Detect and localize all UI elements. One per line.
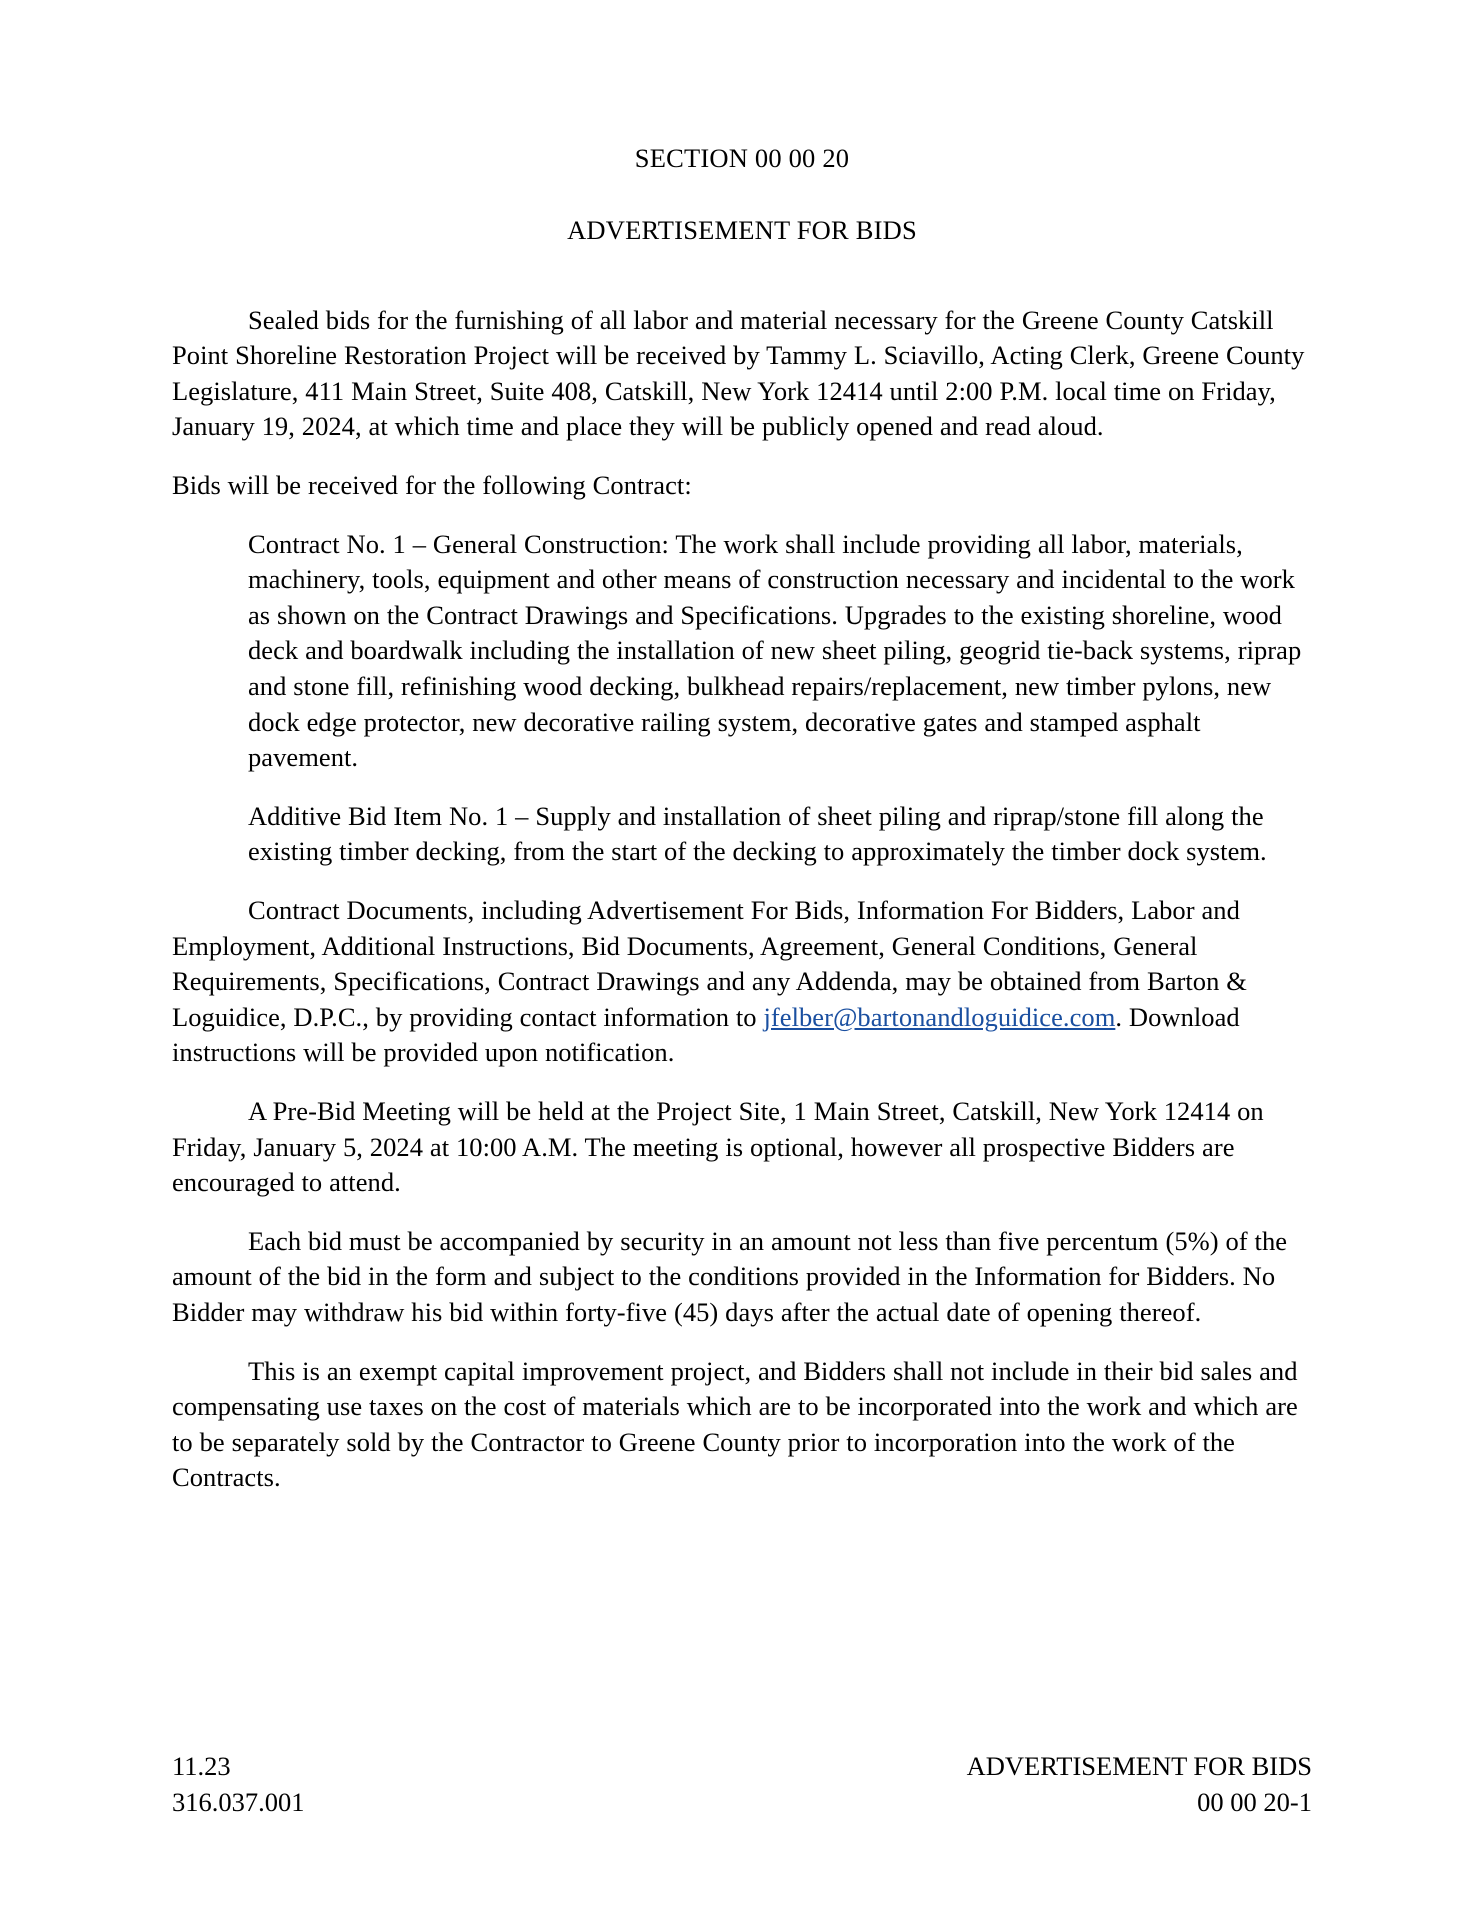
contact-email-link[interactable]: jfelber@bartonandloguidice.com xyxy=(763,1001,1116,1032)
page-title: ADVERTISEMENT FOR BIDS xyxy=(567,215,917,246)
page-footer xyxy=(172,1748,1312,1820)
footer-row-top xyxy=(172,1748,1312,1784)
footer-row-bottom xyxy=(172,1784,1312,1820)
footer-document-title: ADVERTISEMENT FOR BIDS xyxy=(966,1751,1312,1781)
paragraph-bid-security: Each bid must be accompanied by security in an amount not less than five percentum (5%) of the amount of the bid in the form and subject to the conditions provided in the Information for Bidders. No Bidder may withdraw his bid within forty-five (45) days after the actual date of opening thereof. xyxy=(172,1225,1288,1327)
contract-documents-text-before-link: Contract Documents, including Advertisement For Bids, Information For Bidders, Labor and Employment, Additional Instructions, Bid Documents, Agreement, General Conditions, General Requirements, Specifications, Contract Drawings and any Addenda, may be obtained from Barton & Loguidice, D.P.C., by providing contact information to xyxy=(172,894,1247,1032)
contract-documents-text-after-link: . Download instructions will be provided upon notification. xyxy=(172,1001,1240,1068)
paragraph-pre-bid-meeting: A Pre-Bid Meeting will be held at the Project Site, 1 Main Street, Catskill, New York 12414 on Friday, January 5, 2024 at 10:00 A.M. The meeting is optional, however all prospective Bidders are encouraged to attend. xyxy=(172,1095,1264,1198)
paragraph-sealed-bids: Sealed bids for the furnishing of all labor and material necessary for the Greene County Catskill Point Shoreline Restoration Project will be received by Tammy L. Sciavillo, Acting Clerk, Greene County Legislature, 411 Main Street, Suite 408, Catskill, New York 12414 until 2:00 P.M. local time on Friday, January 19, 2024, at which time and place they will be publicly opened and read aloud. xyxy=(172,304,1305,442)
paragraph-tax-exempt: This is an exempt capital improvement project, and Bidders shall not include in their bid sales and compensating use taxes on the cost of materials which are to be incorporated into the work and which are to be separately sold by the Contractor to Greene County prior to incorporation into the work of the Contracts. xyxy=(172,1355,1298,1493)
paragraph-contract-no-1: Contract No. 1 – General Construction: The work shall include providing all labor, materials, machinery, tools, equipment and other means of construction necessary and incidental to the work as shown on the Contract Drawings and Specifications. Upgrades to the existing shoreline, wood deck and boardwalk including the installation of new sheet piling, geogrid tie-back systems, riprap and stone fill, refinishing wood decking, bulkhead repairs/replacement, new timber pylons, new dock edge protector, new decorative railing system, decorative gates and stamped asphalt pavement. xyxy=(248,528,1302,773)
paragraph-bids-received: Bids will be received for the following Contract: xyxy=(172,470,692,501)
footer-project-number: 316.037.001 xyxy=(172,1787,305,1817)
document-body xyxy=(172,303,1312,1496)
document-content xyxy=(172,0,1312,1920)
footer-page-number: 00 00 20-1 xyxy=(1197,1787,1312,1817)
paragraph-contract-documents xyxy=(172,893,1312,1071)
section-heading: SECTION 00 00 20 xyxy=(634,143,850,173)
footer-date-code: 11.23 xyxy=(172,1751,231,1781)
paragraph-additive-bid-item: Additive Bid Item No. 1 – Supply and installation of sheet piling and riprap/stone fill along the existing timber decking, from the start of the decking to approximately the timber dock system. xyxy=(248,800,1267,867)
